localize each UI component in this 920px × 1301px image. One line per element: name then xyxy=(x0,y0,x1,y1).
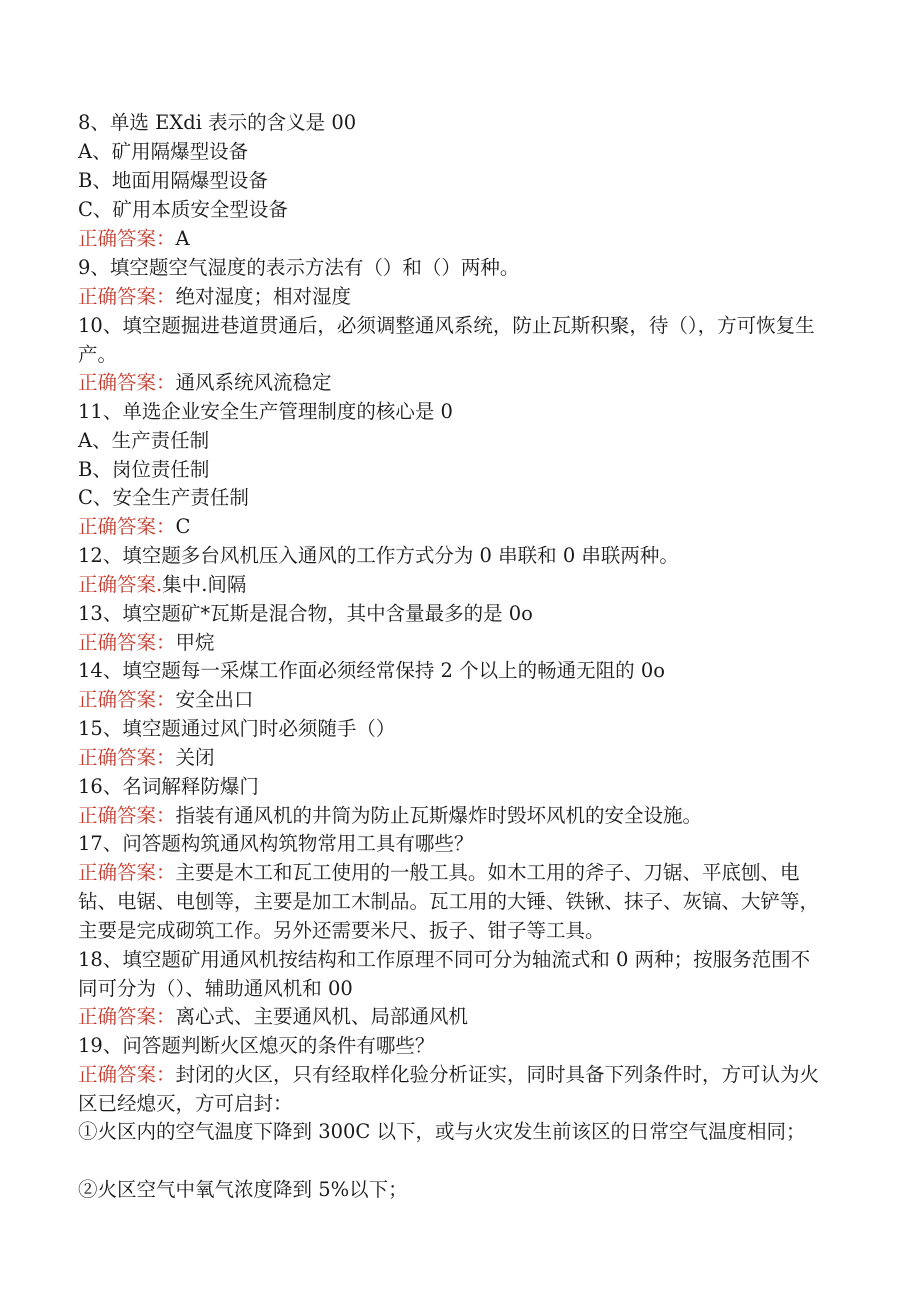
question-16: 16、名词解释防爆门 xyxy=(78,775,259,798)
answer-text: 封闭的火区，只有经取样化验分析证实，同时具备下列条件时，方可认为火区已经熄灭，方可启封： xyxy=(78,1063,820,1115)
question-18: 18、填空题矿用通风机按结构和工作原理不同可分为轴流式和 0 两种；按服务范围不同可分为（）、辅助通风机和 00 xyxy=(78,948,811,1000)
answer-label: 正确答案： xyxy=(78,371,176,394)
answer-10 xyxy=(78,369,828,398)
answer-label: 正确答案： xyxy=(78,688,176,711)
condition-2: ②火区空气中氧气浓度降到 5%以下； xyxy=(78,1178,408,1201)
question-10: 10、填空题掘进巷道贯通后，必须调整通风系统，防止瓦斯积聚，待（），方可恢复生产。 xyxy=(78,314,815,366)
answer-text: 通风系统风流稳定 xyxy=(175,371,332,394)
answer-8 xyxy=(78,225,828,254)
answer-14 xyxy=(78,686,828,715)
question-15: 15、填空题通过风门时必须随手（） xyxy=(78,717,396,740)
answer-label: 正确答案： xyxy=(78,1063,176,1086)
answer-18 xyxy=(78,1003,828,1032)
answer-16 xyxy=(78,802,828,831)
answer-label: 正确答案： xyxy=(78,631,176,654)
question-19: 19、问答题判断火区熄灭的条件有哪些？ xyxy=(78,1034,435,1057)
answer-text: C xyxy=(175,515,191,538)
answer-label: 正确答案： xyxy=(78,285,176,308)
answer-text: 安全出口 xyxy=(175,688,254,711)
answer-text: 离心式、主要通风机、局部通风机 xyxy=(175,1005,469,1028)
option-b: B、岗位责任制 xyxy=(78,458,210,481)
option-c: C、安全生产责任制 xyxy=(78,486,249,509)
answer-text: A xyxy=(175,227,190,250)
answer-text: 指装有通风机的井筒为防止瓦斯爆炸时毁坏风机的安全设施。 xyxy=(175,804,703,827)
question-text: 8、单选 EXdi 表示的含义是 00 xyxy=(78,111,357,134)
question-14: 14、填空题每一采煤工作面必须经常保持 2 个以上的畅通无阻的 0o xyxy=(78,659,665,682)
answer-label: 正确答案： xyxy=(78,515,176,538)
answer-label: 正确答案： xyxy=(78,1005,176,1028)
answer-label: 正确答案： xyxy=(78,227,176,250)
answer-11 xyxy=(78,513,828,542)
answer-label: 正确答案： xyxy=(78,861,176,884)
condition-1: ①火区内的空气温度下降到 300C 以下，或与火灾发生前该区的日常空气温度相同； xyxy=(78,1120,806,1143)
question-11: 11、单选企业安全生产管理制度的核心是 0 xyxy=(78,400,453,423)
question-9: 9、填空题空气湿度的表示方法有（）和（）两种。 xyxy=(78,256,520,279)
answer-12 xyxy=(78,571,828,600)
question-8 xyxy=(78,109,828,138)
option-b: B、地面用隔爆型设备 xyxy=(78,169,268,192)
answer-label: 正确答案： xyxy=(78,746,176,769)
option-c: C、矿用本质安全型设备 xyxy=(78,198,288,221)
answer-15 xyxy=(78,744,828,773)
answer-17 xyxy=(78,859,828,945)
answer-label: 正确答案： xyxy=(78,804,176,827)
answer-text: 绝对湿度；相对湿度 xyxy=(175,285,352,308)
answer-19 xyxy=(78,1061,828,1119)
answer-9 xyxy=(78,283,828,312)
answer-text: 主要是木工和瓦工使用的一般工具。如木工用的斧子、刀锯、平底刨、电钻、电锯、电刨等，主要是加工木制品。瓦工用的大锤、铁锹、抹子、灰镐、大铲等，主要是完成砌筑工作。另外还需要米尺、扳子、钳子等工具。 xyxy=(78,861,820,942)
answer-text: 关闭 xyxy=(175,746,215,769)
question-12: 12、填空题多台风机压入通风的工作方式分为 0 串联和 0 串联两种。 xyxy=(78,544,679,567)
option-a: A、矿用隔爆型设备 xyxy=(78,140,249,163)
answer-text: 甲烷 xyxy=(175,631,215,654)
question-13: 13、填空题矿*瓦斯是混合物，其中含量最多的是 0o xyxy=(78,602,533,625)
answer-text: 集中.间隔 xyxy=(162,573,247,596)
answer-label: 正确答案. xyxy=(78,573,163,596)
option-a: A、生产责任制 xyxy=(78,429,210,452)
answer-13 xyxy=(78,629,828,658)
question-17: 17、问答题构筑通风构筑物常用工具有哪些？ xyxy=(78,832,474,855)
